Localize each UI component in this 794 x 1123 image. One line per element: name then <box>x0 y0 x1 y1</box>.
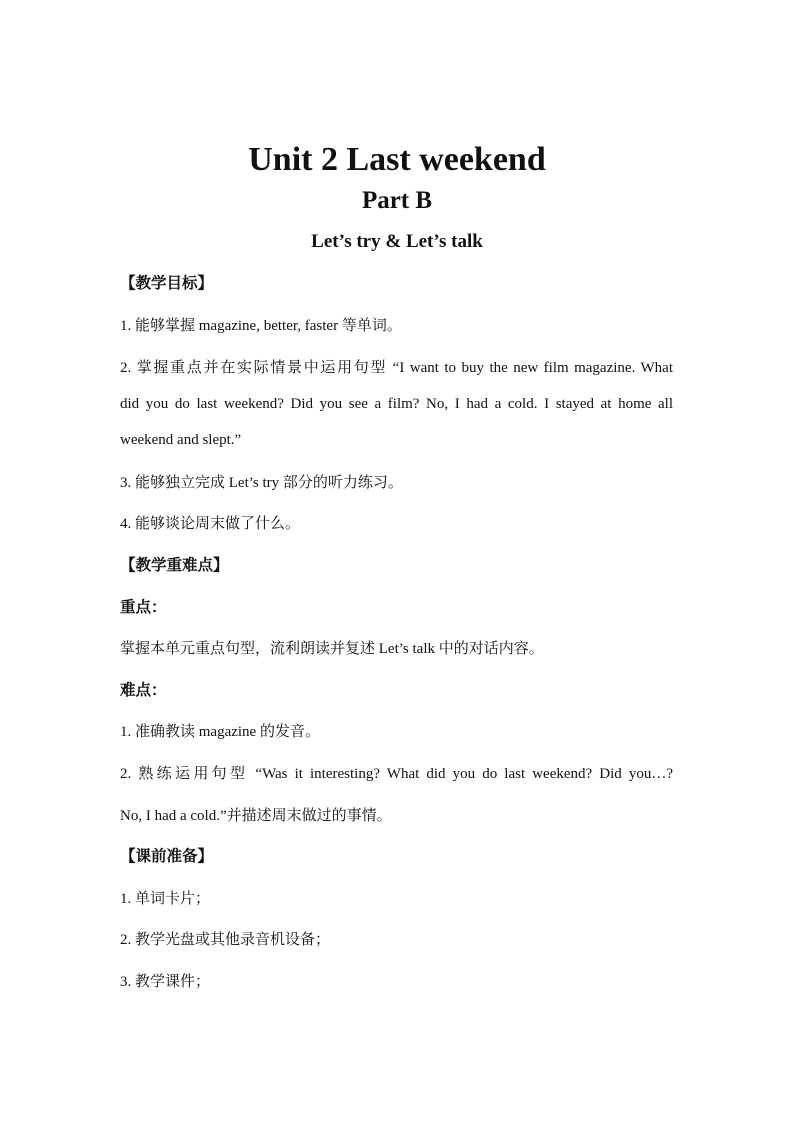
key-points-text: 掌握本单元重点句型，流利朗读并复述 Let’s talk 中的对话内容。 <box>120 641 544 657</box>
objective-item: 1. 能够掌握 magazine, better, faster 等单词。 <box>120 318 402 334</box>
preparation-item: 1. 单词卡片； <box>120 891 211 907</box>
preparation-heading: 【课前准备】 <box>120 848 214 865</box>
page-subtitle: Part B <box>361 187 433 214</box>
page-title: Unit 2 Last weekend <box>248 141 546 178</box>
key-difficult-heading: 【教学重难点】 <box>120 557 229 574</box>
objectives-heading: 【教学目标】 <box>120 275 214 292</box>
preparation-item: 3. 教学课件； <box>120 974 211 990</box>
preparation-item: 2. 教学光盘或其他录音机设备； <box>120 932 331 948</box>
objective-item-continued: weekend and slept.” <box>120 432 242 448</box>
objective-item: 3. 能够独立完成 Let’s try 部分的听力练习。 <box>120 475 403 491</box>
objective-item: 4. 能够谈论周末做了什么。 <box>120 516 301 532</box>
lesson-title: Let’s try & Let’s talk <box>311 231 483 252</box>
difficult-points-label: 难点： <box>120 682 167 699</box>
objective-item-continued: did you do last weekend? Did you see a film? No, I had a cold. I stayed at home all <box>120 396 673 412</box>
objective-item: 2. 掌握重点并在实际情景中运用句型 “I want to buy the new film magazine. What <box>120 360 673 376</box>
difficult-item: 1. 准确教读 magazine 的发音。 <box>120 724 320 740</box>
difficult-item-continued: No, I had a cold.”并描述周末做过的事情。 <box>120 808 392 824</box>
key-points-label: 重点： <box>120 599 167 616</box>
difficult-item: 2. 熟练运用句型 “Was it interesting? What did you do last weekend? Did you…? <box>120 766 673 782</box>
